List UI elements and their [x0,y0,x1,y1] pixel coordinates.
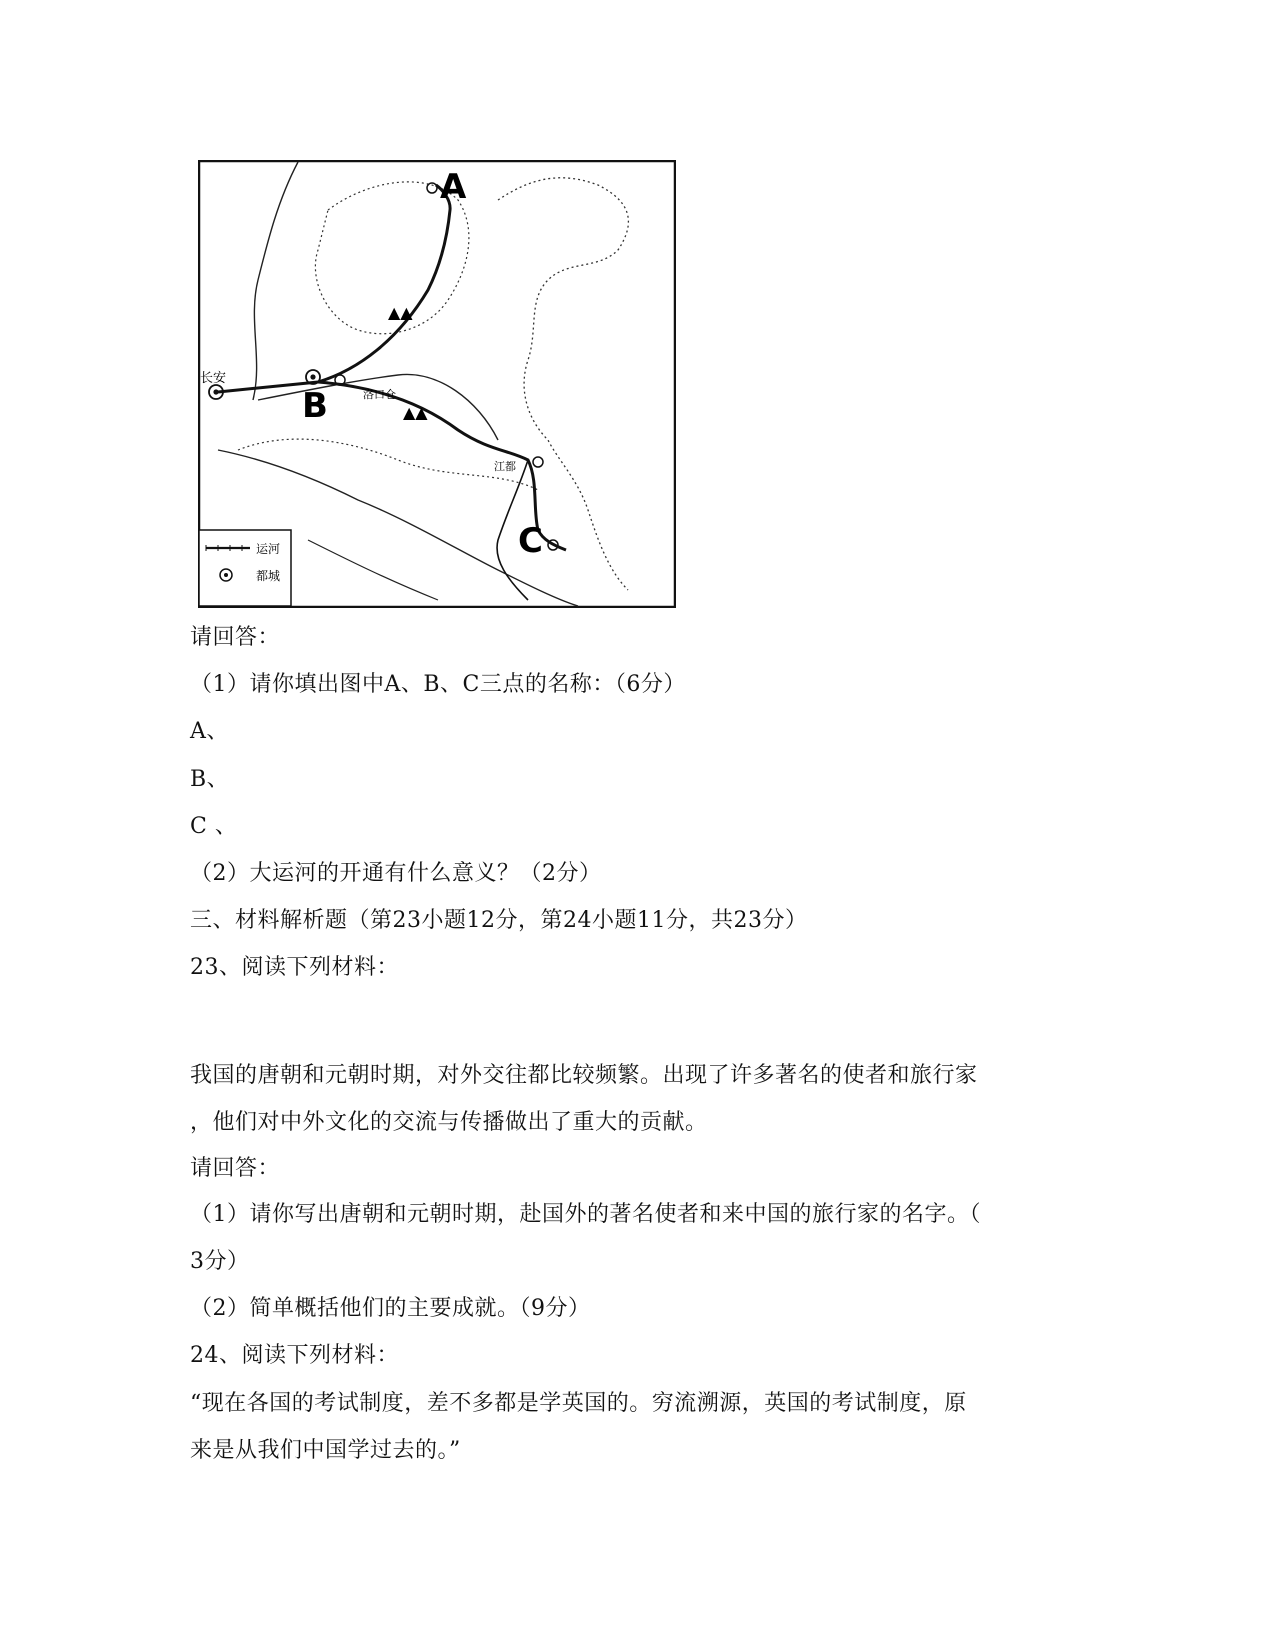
map-label-a: A [440,167,467,207]
q23-part2: （2）简单概括他们的主要成就。（9分） [190,1296,591,1321]
q24-heading: 24、阅读下列材料： [190,1343,399,1368]
legend-capital-label: 都城 [256,569,281,583]
section-three-heading: 三、材料解析题（第23小题12分，第24小题11分，共23分） [190,908,808,933]
svg-text:▲▲: ▲▲ [388,303,413,322]
legend-canal-label: 运河 [256,542,281,556]
material-line-2: ，他们对中外文化的交流与传播做出了重大的贡献。 [190,1110,708,1135]
q23-heading: 23、阅读下列材料： [190,955,399,980]
answer-a: A、 [190,719,229,744]
map-label-luokou: 洛口仓 [363,388,396,401]
answer-c: C 、 [190,814,238,839]
map-label-changan: 长安 [200,371,227,386]
question-1: （1）请你填出图中A、B、C三点的名称：（6分） [190,672,686,697]
svg-text:▲▲: ▲▲ [403,403,428,422]
grand-canal-map [198,160,676,608]
prompt-answer-2: 请回答： [190,1156,281,1181]
quote-line-1: “现在各国的考试制度，差不多都是学英国的。穷流溯源，英国的考试制度，原 [190,1391,967,1416]
prompt-answer: 请回答： [190,625,281,650]
quote-line-2: 来是从我们中国学过去的。” [190,1438,461,1463]
answer-b: B、 [190,767,230,792]
material-line-1: 我国的唐朝和元朝时期，对外交往都比较频繁。出现了许多著名的使者和旅行家 [190,1063,978,1088]
map-label-c: C [518,521,543,561]
map-label-jiangdu: 江都 [494,460,516,473]
question-2: （2）大运河的开通有什么意义？（2分） [190,861,602,886]
q23-part1-line2: 3分） [190,1249,250,1274]
map-label-b: B [302,386,328,426]
q23-part1-line1: （1）请你写出唐朝和元朝时期，赴国外的著名使者和来中国的旅行家的名字。（ [190,1202,981,1227]
